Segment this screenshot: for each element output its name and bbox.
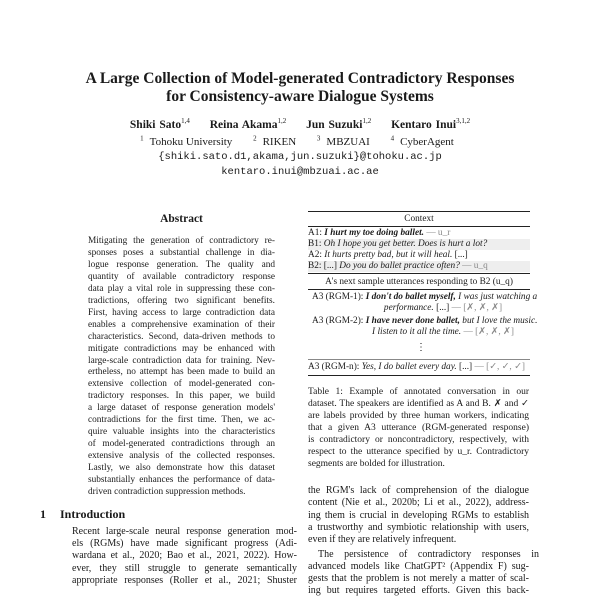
abstract-line: of model-generated contradictions through an bbox=[88, 439, 275, 450]
affiliation: $^4$ CyberAgent bbox=[390, 134, 454, 148]
email-line: kentaro.inui@mbzuai.ac.ae bbox=[221, 166, 379, 178]
samples-header: A's next sample utterances responding to B2 (u_q) bbox=[325, 277, 513, 287]
affiliation: $^2$ RIKEN bbox=[253, 134, 297, 148]
abstract-line: ertheless, no attempt has been made to build an bbox=[88, 367, 275, 378]
context-row-a2: A2: It hurts pretty bad, but it will heal. [...] bbox=[308, 250, 468, 260]
body-line: the RGM's lack of comprehension of the dialogue bbox=[308, 485, 529, 496]
caption-line: are labels provided by three human workers, indicating bbox=[308, 411, 529, 421]
abstract-line: sponses poses a substantial challenge in dia- bbox=[88, 247, 275, 258]
abstract-line: data play a vital role in suppressing these con- bbox=[88, 283, 275, 294]
abstract-line: logue response generation. The quality and bbox=[88, 259, 275, 270]
abstract-line: tradictory responses. In this paper, we build bbox=[88, 391, 275, 402]
caption-line: respect to the utterance specified by u_r. Contradictory bbox=[308, 447, 529, 457]
abstract-line: enables a comprehensive examination of their bbox=[88, 319, 275, 330]
table-rule bbox=[308, 289, 530, 290]
intro-line: els (RGMs) have made significant progress (Adi- bbox=[72, 538, 297, 550]
intro-line: wardana et al., 2020; Bao et al., 2021, 2022). How- bbox=[72, 550, 297, 562]
ellipsis-dots: ⋮ bbox=[416, 342, 426, 353]
abstract-line: quantity of available contradictory response bbox=[88, 271, 275, 282]
affiliation: $^1$ Tohoku University bbox=[140, 134, 233, 148]
table-rule bbox=[308, 359, 530, 360]
intro-line: ever, they still struggle to generate semantically bbox=[72, 562, 297, 574]
table-rule bbox=[308, 226, 530, 227]
context-row-b2: B2: [...] Do you do ballet practice often? — u_q bbox=[308, 261, 530, 272]
body-line: ing them is crucial in developing RGMs to establish bbox=[308, 509, 529, 521]
abstract-line: large-scale contradiction data for training. Nev- bbox=[88, 355, 275, 366]
paper-title-line-1: A Large Collection of Model-generated Contradictory Responses bbox=[85, 70, 515, 87]
abstract-line: extensive collection of model-generated con- bbox=[88, 379, 275, 390]
sample-row-rgm-2: A3 (RGM-2): I have never done ballet, but I love the music. I listen to it all the time. — [✗, ✗, ✗] bbox=[312, 316, 538, 337]
caption-line: is contradictory or noncontradictory, respectively, with bbox=[308, 435, 529, 445]
context-row-b1: B1: Oh I hope you get better. Does is hurt a lot? bbox=[308, 239, 530, 250]
body-line: advanced models like ChatGPT² (Appendix F) sug- bbox=[308, 560, 529, 572]
context-row-a1: A1: I hurt my toe doing ballet. — u_r bbox=[308, 228, 451, 238]
author: Reina Akama$^{1,2}$ bbox=[209, 117, 287, 131]
abstract-line: driven contradiction suppression methods. bbox=[88, 486, 246, 497]
email-line: {shiki.sato.d1,akama,jun.suzuki}@tohoku.ac.jp bbox=[158, 151, 442, 163]
paper-title-line-2: for Consistency-aware Dialogue Systems bbox=[166, 88, 434, 105]
author-list bbox=[0, 118, 600, 132]
context-header: Context bbox=[404, 214, 434, 224]
abstract-line: a large dataset of response generation models' bbox=[88, 403, 275, 414]
table-rule bbox=[308, 273, 530, 274]
table-rule bbox=[308, 211, 530, 212]
affiliations bbox=[0, 135, 600, 149]
body-line: a trustworthy and symbiotic relationship with users, bbox=[308, 521, 529, 533]
abstract-line: contradictions for the first time. Then, we ac- bbox=[88, 415, 275, 426]
abstract-heading: Abstract bbox=[160, 213, 203, 225]
abstract-line: First, having access to large contradiction data bbox=[88, 307, 275, 318]
abstract-line: extensive analysis of the collected responses. bbox=[88, 451, 275, 462]
body-line: gests that the problem is not merely a matter of scal- bbox=[308, 573, 529, 585]
abstract-line: Mitigating the generation of contradictory re- bbox=[88, 236, 275, 246]
section-heading-introduction: 1 Introduction bbox=[40, 507, 126, 521]
sample-row-rgm-1: A3 (RGM-1): I don't do ballet myself, I was just watching a performance. [...] — [✗, ✗, ✗] bbox=[312, 292, 538, 313]
table-rule bbox=[308, 375, 530, 376]
abstract-line: substantially enhances the performance of data- bbox=[88, 475, 275, 485]
author: Kentaro Inui$^{3,1,2}$ bbox=[391, 117, 471, 131]
intro-line: appropriate responses (Roller et al., 2021; Shuster bbox=[72, 574, 297, 586]
intro-line: Recent large-scale neural response generation mod- bbox=[72, 526, 297, 537]
abstract-line: mitigate contradictions may be enhanced with bbox=[88, 343, 275, 354]
affiliation: $^3$ MBZUAI bbox=[316, 134, 370, 148]
body-line: content (Nie et al., 2020b; Li et al., 2022), address- bbox=[308, 497, 529, 509]
abstract-line: Lastly, we also demonstrate how this dataset bbox=[88, 463, 275, 474]
caption-line: Table 1: Example of annotated conversation in our bbox=[308, 387, 529, 397]
abstract-line: characteristics. Second, data-driven methods to bbox=[88, 331, 275, 342]
abstract-line: quire valuable insights into the characteristics bbox=[88, 427, 275, 438]
caption-line: segments are bolded for illustration. bbox=[308, 459, 445, 469]
caption-line: dataset. The speakers are identified as A and B. ✗ and ✓ bbox=[308, 399, 529, 409]
author: Shiki Sato$^{1,4}$ bbox=[129, 117, 190, 131]
caption-line: that a given A3 utterance (RGM-generated response) bbox=[308, 423, 529, 433]
body-line: The persistence of contradictory responses in bbox=[318, 548, 539, 560]
author: Jun Suzuki$^{1,2}$ bbox=[306, 117, 372, 131]
abstract-line: tradictions, offering two significant benefits. bbox=[88, 295, 275, 306]
body-line: even if they are relatively infrequent. bbox=[308, 534, 457, 546]
body-line: ing but requires targeted efforts. Given this back- bbox=[308, 585, 529, 597]
sample-row-rgm-n: A3 (RGM-n): Yes, I do ballet every day. [...] — [✓, ✓, ✓] bbox=[308, 362, 525, 372]
